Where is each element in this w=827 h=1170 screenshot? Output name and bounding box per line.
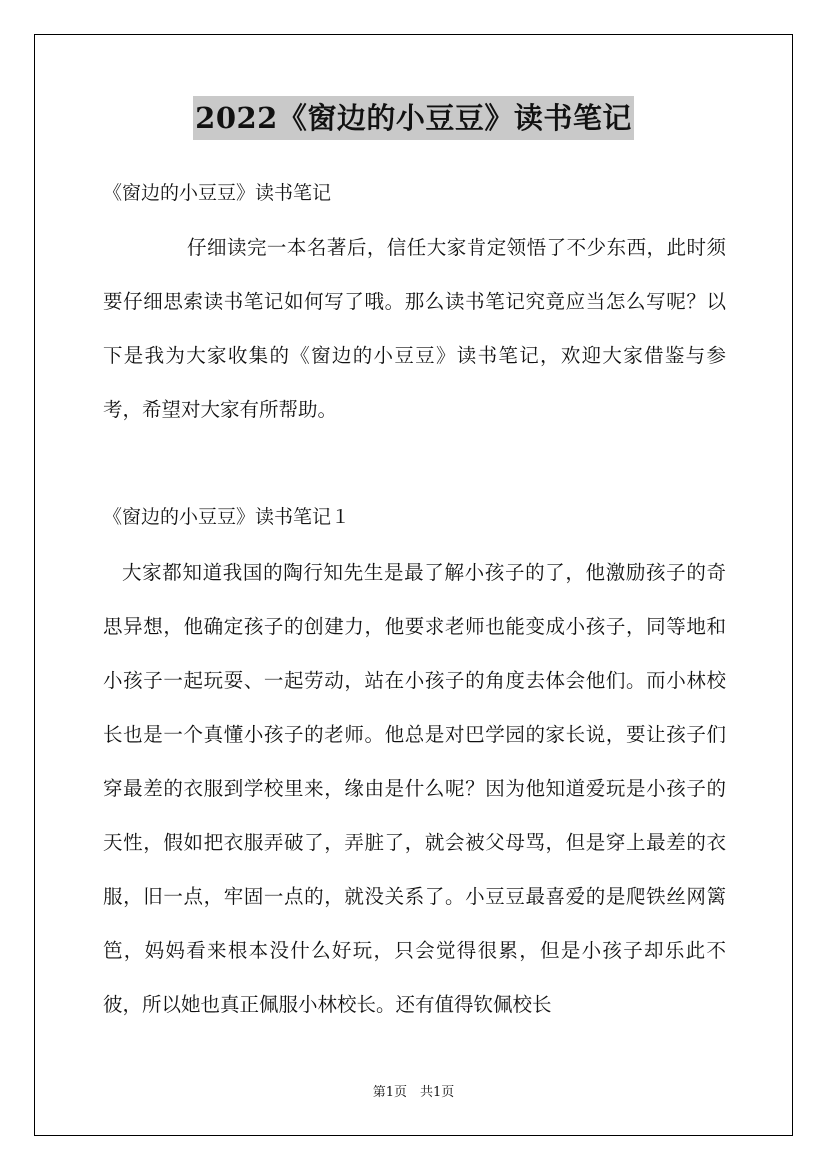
subtitle: 《窗边的小豆豆》读书笔记 bbox=[103, 182, 332, 204]
section-paragraph: 大家都知道我国的陶行知先生是最了解小孩子的了，他激励孩子的奇思异想，他确定孩子的创建力，他要求老师也能变成小孩子，同等地和小孩子一起玩耍、一起劳动，站在小孩子的角度去体会他们。而小林校长也是一个真懂小孩子的老师。他总是对巴学园的家长说，要让孩子们穿最差的衣服到学校里来，缘由是什么呢？因为他知道爱玩是小孩子的天性，假如把衣服弄破了，弄脏了，就会被父母骂，但是穿上最差的衣服，旧一点，牢固一点的，就没关系了。小豆豆最喜爱的是爬铁丝网篱笆，妈妈看来根本没什么好玩，只会觉得很累，但是小孩子却乐此不彼，所以她也真正佩服小林校长。还有值得钦佩校长 bbox=[103, 561, 726, 1016]
section-heading: 《窗边的小豆豆》读书笔记１ bbox=[103, 506, 351, 528]
intro-paragraph: 仔细读完一本名著后，信任大家肯定领悟了不少东西，此时须要仔细思索读书笔记如何写了哦。那么读书笔记究竟应当怎么写呢？以下是我为大家收集的《窗边的小豆豆》读书笔记，欢迎大家借鉴与参考，希望对大家有所帮助。 bbox=[103, 236, 726, 421]
page-footer: 第1页 共1页 bbox=[372, 1085, 455, 1100]
title-container bbox=[0, 96, 827, 140]
document-title: 2022《窗边的小豆豆》读书笔记 bbox=[193, 96, 634, 140]
